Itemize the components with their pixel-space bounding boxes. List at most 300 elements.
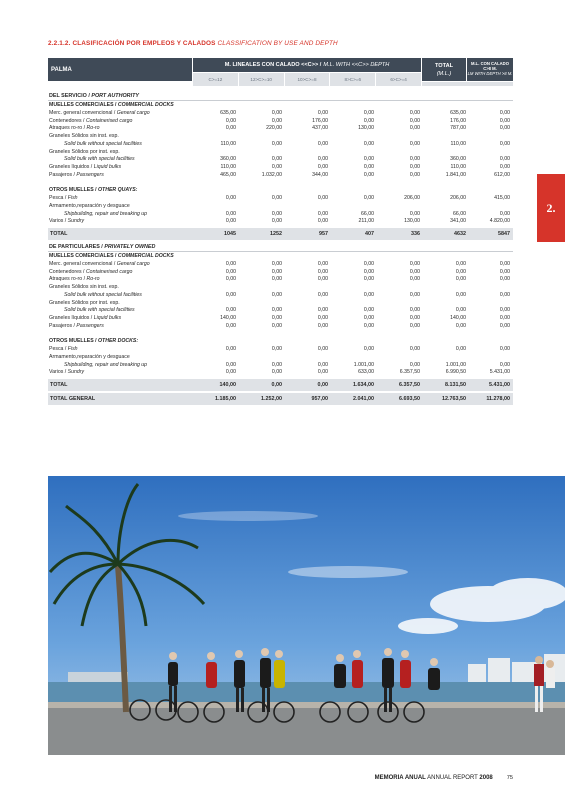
total-value: 1.634,00 xyxy=(353,382,374,388)
cell-value: 0,00 xyxy=(499,268,510,275)
table-row xyxy=(48,369,513,377)
blank-row xyxy=(48,180,513,188)
cell-value: 0,00 xyxy=(225,218,236,225)
cell-value: 0,00 xyxy=(271,322,282,329)
total-value: 4632 xyxy=(454,231,466,237)
cyclists-photo xyxy=(48,476,565,755)
cell-value: 0,00 xyxy=(409,210,420,217)
row-label-es: Merc. general convencional / xyxy=(49,109,116,116)
cell-value: 0,00 xyxy=(271,291,282,298)
total-row-port-authority xyxy=(48,228,513,240)
total-label: TOTAL xyxy=(50,231,68,237)
cell-value: 110,00 xyxy=(220,140,236,147)
row-label-es: Contenedores / xyxy=(49,117,85,124)
cell-value: 140,00 xyxy=(220,315,236,321)
row-label-en: Passengers xyxy=(76,171,104,178)
cell-value: 0,00 xyxy=(271,268,282,275)
cell-value: 0,00 xyxy=(363,307,374,314)
row-label-es: Graneles líquidos / xyxy=(49,315,93,321)
row-label-es: Graneles Sólidos por inst. esp. xyxy=(49,299,120,306)
table-row xyxy=(48,164,513,172)
cell-value: 360,00 xyxy=(450,156,466,163)
cell-value: 0,00 xyxy=(317,369,328,376)
cell-value: 0,00 xyxy=(225,125,236,132)
group-label xyxy=(49,338,138,346)
cell-value: 0,00 xyxy=(499,210,510,217)
row-label xyxy=(49,133,119,141)
row-label-es: Graneles Sólidos sin inst. esp. xyxy=(49,284,119,290)
cell-value: 211,00 xyxy=(358,218,374,225)
cell-value: 0,00 xyxy=(271,218,282,225)
cell-value: 110,00 xyxy=(220,164,236,170)
table-row xyxy=(48,141,513,149)
cell-value: 130,00 xyxy=(358,125,374,132)
row-label xyxy=(49,218,84,226)
group-label-en: COMMERCIAL DOCKS xyxy=(117,102,174,108)
section-heading-es: DE PARTICULARES / xyxy=(49,244,103,250)
cell-value: 0,00 xyxy=(455,276,466,283)
table-row xyxy=(48,261,513,269)
cell-value: 0,00 xyxy=(363,164,374,170)
cell-value: 0,00 xyxy=(363,268,374,275)
row-label-es: Pasajeros / xyxy=(49,171,75,178)
cell-value: 0,00 xyxy=(271,210,282,217)
group-label-en: OTHER DOCKS: xyxy=(98,338,139,345)
cell-value: 0,00 xyxy=(363,140,374,147)
total-value: 0,00 xyxy=(271,382,282,388)
cell-value: 5.431,00 xyxy=(489,369,510,376)
cell-value: 0,00 xyxy=(363,260,374,267)
cell-value: 0,00 xyxy=(225,361,236,368)
cell-value: 4.820,00 xyxy=(489,218,510,225)
table-row xyxy=(48,307,513,315)
group-label xyxy=(49,187,137,195)
cell-value: 0,00 xyxy=(499,346,510,352)
table-row xyxy=(48,156,513,164)
chapter-tab: 2. xyxy=(537,174,565,242)
cell-value: 0,00 xyxy=(317,291,328,298)
cell-value: 66,00 xyxy=(361,210,374,217)
table-row xyxy=(48,133,513,141)
row-label xyxy=(64,141,142,149)
blank-row xyxy=(48,331,513,339)
cell-value: 0,00 xyxy=(271,315,282,321)
photo-illustration xyxy=(48,476,565,755)
row-label-en: Fish xyxy=(67,195,78,201)
cell-value: 0,00 xyxy=(455,260,466,267)
section-port-authority xyxy=(48,91,513,101)
total-label: TOTAL xyxy=(50,382,68,388)
depth-subheaders xyxy=(193,73,421,86)
cell-value: 0,00 xyxy=(225,260,236,267)
cell-value: 0,00 xyxy=(409,164,420,170)
cell-value: 66,00 xyxy=(453,210,466,217)
row-label xyxy=(64,211,147,219)
cell-value: 0,00 xyxy=(409,117,420,124)
section-title: 2.2.1.2. CLASIFICACIÓN POR EMPLEOS Y CALADOS CLASSIFICATION BY USE AND DEPTH xyxy=(48,40,338,47)
group-other-quays xyxy=(48,338,513,346)
cell-value: 0,00 xyxy=(225,346,236,352)
row-label-es: Armamento,reparación y desguace xyxy=(49,353,130,360)
cell-value: 0,00 xyxy=(225,307,236,314)
row-label xyxy=(49,203,130,211)
cell-value: 0,00 xyxy=(409,109,420,116)
cell-value: 0,00 xyxy=(317,276,328,283)
header-depth-over-8: M.L. CON CALADO C>8 M. LM WITH DEPTH >8 M. xyxy=(467,58,513,81)
section-heading-es: DEL SERVICIO / xyxy=(49,93,90,99)
row-label-en: Fish xyxy=(67,346,78,352)
header-total: TOTAL (M.L.) xyxy=(422,58,466,81)
table-row xyxy=(48,195,513,203)
total-value: 1.185,00 xyxy=(215,396,236,402)
cell-value: 0,00 xyxy=(271,307,282,314)
cell-value: 0,00 xyxy=(317,210,328,217)
table-row xyxy=(48,284,513,292)
header-linear-meters: M. LINEALES CON CALADO <<C>> / M.L. WITH <<C>> DEPTH xyxy=(193,58,421,72)
cell-value: 0,00 xyxy=(409,346,420,352)
table-row xyxy=(48,218,513,226)
row-label-en: Solid bulk with special facilities xyxy=(64,156,135,163)
table-body xyxy=(48,91,513,405)
row-label xyxy=(49,369,84,377)
row-label-es: Varios / xyxy=(49,218,67,225)
cell-value: 0,00 xyxy=(271,346,282,352)
cell-value: 0,00 xyxy=(225,322,236,329)
header-palma: PALMA xyxy=(48,58,192,81)
row-label-en: Containerised cargo xyxy=(85,268,133,275)
cell-value: 0,00 xyxy=(499,164,510,170)
row-label-es: Atraques ro-ro / xyxy=(49,276,86,283)
cell-value: 0,00 xyxy=(317,307,328,314)
row-label-es: Atraques ro-ro / xyxy=(49,125,86,132)
total-value: 1045 xyxy=(224,231,236,237)
cell-value: 0,00 xyxy=(499,276,510,283)
cell-value: 0,00 xyxy=(363,346,374,352)
row-label xyxy=(49,354,130,362)
depth-col-3: 8>C>=6 xyxy=(330,73,375,86)
table-row xyxy=(48,211,513,219)
table-row xyxy=(48,323,513,331)
row-label-es: Graneles Sólidos por inst. esp. xyxy=(49,148,120,155)
section-heading-en: PRIVATELY OWNED xyxy=(104,244,156,250)
cell-value: 0,00 xyxy=(271,117,282,124)
row-label xyxy=(49,149,120,157)
cell-value: 0,00 xyxy=(271,260,282,267)
cell-value: 0,00 xyxy=(409,125,420,132)
cell-value: 0,00 xyxy=(363,156,374,163)
cell-value: 220,00 xyxy=(266,125,282,132)
row-label-es: Pesca / xyxy=(49,346,67,352)
cell-value: 633,00 xyxy=(358,369,374,376)
total-value: 12.763,50 xyxy=(442,396,466,402)
row-label-es: Pesca / xyxy=(49,195,67,201)
cell-value: 0,00 xyxy=(409,361,420,368)
cell-value: 0,00 xyxy=(499,361,510,368)
cell-value: 0,00 xyxy=(499,140,510,147)
cell-value: 206,00 xyxy=(404,195,420,201)
row-label-en: Solid bulk without special facilities xyxy=(64,140,142,147)
cell-value: 0,00 xyxy=(409,307,420,314)
cell-value: 1.032,00 xyxy=(261,171,282,178)
row-label-es: Contenedores / xyxy=(49,268,85,275)
row-label xyxy=(49,195,78,203)
cell-value: 0,00 xyxy=(363,322,374,329)
cell-value: 0,00 xyxy=(317,346,328,352)
cell-value: 110,00 xyxy=(450,140,466,147)
group-label-es: OTROS MUELLES / xyxy=(49,187,97,194)
total-general-row xyxy=(48,393,513,405)
group-commercial-docks xyxy=(48,253,513,261)
cell-value: 0,00 xyxy=(499,125,510,132)
cell-value: 635,00 xyxy=(450,109,466,116)
row-label xyxy=(49,172,104,180)
total-value: 2.041,00 xyxy=(353,396,374,402)
cell-value: 787,00 xyxy=(450,125,466,132)
row-label xyxy=(49,125,99,133)
row-label xyxy=(64,292,142,300)
cell-value: 0,00 xyxy=(271,164,282,170)
cell-value: 0,00 xyxy=(409,156,420,163)
cell-value: 0,00 xyxy=(499,307,510,314)
cell-value: 0,00 xyxy=(499,117,510,124)
cell-value: 0,00 xyxy=(499,156,510,163)
table-row xyxy=(48,125,513,133)
cell-value: 1.001,00 xyxy=(445,361,466,368)
cell-value: 344,00 xyxy=(312,171,328,178)
cell-value: 0,00 xyxy=(225,268,236,275)
row-label-es: Graneles líquidos / xyxy=(49,164,93,170)
group-other-quays xyxy=(48,187,513,195)
row-label-en: Solid bulk without special facilities xyxy=(64,291,142,298)
table-row xyxy=(48,269,513,277)
cell-value: 0,00 xyxy=(225,117,236,124)
cell-value: 140,00 xyxy=(450,315,466,321)
row-label-en: General cargo xyxy=(116,109,150,116)
row-label xyxy=(64,156,135,164)
cell-value: 0,00 xyxy=(225,195,236,201)
total-value: 957,00 xyxy=(311,396,328,402)
group-label-en: COMMERCIAL DOCKS xyxy=(117,253,174,259)
cell-value: 0,00 xyxy=(409,140,420,147)
row-label xyxy=(49,269,132,277)
cell-value: 0,00 xyxy=(271,140,282,147)
group-commercial-docks xyxy=(48,102,513,110)
cell-value: 0,00 xyxy=(317,322,328,329)
cell-value: 0,00 xyxy=(225,291,236,298)
row-label-en: Liquid bulks xyxy=(93,164,122,170)
cell-value: 0,00 xyxy=(409,260,420,267)
cell-value: 0,00 xyxy=(225,210,236,217)
cell-value: 0,00 xyxy=(271,276,282,283)
cell-value: 0,00 xyxy=(317,315,328,321)
cell-value: 0,00 xyxy=(499,291,510,298)
cell-value: 0,00 xyxy=(499,315,510,321)
row-label-es: Merc. general convencional / xyxy=(49,260,116,267)
group-label-es: OTROS MUELLES / xyxy=(49,338,97,345)
cell-value: 415,00 xyxy=(494,195,510,201)
row-label-es: Graneles Sólidos sin inst. esp. xyxy=(49,133,119,139)
total-value: 0,00 xyxy=(317,382,328,388)
cell-value: 0,00 xyxy=(455,322,466,329)
cell-value: 0,00 xyxy=(317,156,328,163)
depth-col-4: 6>C>=4 xyxy=(376,73,421,86)
cell-value: 0,00 xyxy=(317,268,328,275)
cell-value: 0,00 xyxy=(409,276,420,283)
total-value: 957 xyxy=(319,231,328,237)
total-value: 5847 xyxy=(498,231,510,237)
cell-value: 0,00 xyxy=(225,369,236,376)
group-label xyxy=(49,253,174,261)
cell-value: 0,00 xyxy=(271,109,282,116)
group-label-en: OTHER QUAYS: xyxy=(98,187,138,194)
depth-table xyxy=(48,58,513,407)
table-row xyxy=(48,362,513,370)
row-label-es: Varios / xyxy=(49,369,67,376)
page-footer: MEMORIA ANUAL ANNUAL REPORT 2008 75 xyxy=(374,775,513,781)
total-label: TOTAL GENERAL xyxy=(50,396,96,402)
cell-value: 0,00 xyxy=(455,346,466,352)
cell-value: 0,00 xyxy=(499,260,510,267)
cell-value: 0,00 xyxy=(499,322,510,329)
cell-value: 635,00 xyxy=(220,109,236,116)
cell-value: 110,00 xyxy=(450,164,466,170)
total-value: 1252 xyxy=(270,231,282,237)
row-label-en: Sundry xyxy=(67,218,85,225)
cell-value: 0,00 xyxy=(455,268,466,275)
cell-value: 0,00 xyxy=(271,361,282,368)
table-row xyxy=(48,292,513,300)
table-row xyxy=(48,346,513,354)
section-heading-en: PORT AUTHORITY xyxy=(91,93,139,99)
total-value: 6.693,50 xyxy=(399,396,420,402)
row-label xyxy=(64,362,147,370)
cell-value: 176,00 xyxy=(312,117,328,124)
cell-value: 0,00 xyxy=(317,218,328,225)
cell-value: 0,00 xyxy=(317,361,328,368)
row-label-en: Shipbuilding, repair and breaking up xyxy=(64,210,148,217)
cell-value: 437,00 xyxy=(312,125,328,132)
total-value: 1.252,00 xyxy=(261,396,282,402)
cell-value: 0,00 xyxy=(363,195,374,201)
cell-value: 0,00 xyxy=(363,291,374,298)
total-value: 407 xyxy=(365,231,374,237)
cell-value: 1.841,00 xyxy=(445,171,466,178)
total-value: 8.131,50 xyxy=(445,382,466,388)
table-row xyxy=(48,354,513,362)
table-header xyxy=(48,58,513,91)
cell-value: 176,00 xyxy=(450,117,466,124)
cell-value: 0,00 xyxy=(409,171,420,178)
section-privately-owned xyxy=(48,242,513,252)
cell-value: 0,00 xyxy=(409,291,420,298)
row-label xyxy=(49,346,78,354)
cell-value: 0,00 xyxy=(317,260,328,267)
cell-value: 341,00 xyxy=(450,218,466,225)
group-label xyxy=(49,102,174,110)
cell-value: 0,00 xyxy=(317,164,328,170)
table-row xyxy=(48,172,513,180)
header-underband xyxy=(422,82,513,86)
cell-value: 0,00 xyxy=(363,109,374,116)
table-row xyxy=(48,300,513,308)
cell-value: 612,00 xyxy=(494,171,510,178)
cell-value: 0,00 xyxy=(271,156,282,163)
group-label-es: MUELLES COMERCIALES / xyxy=(49,253,117,259)
table-row xyxy=(48,276,513,284)
total-value: 5.431,00 xyxy=(489,382,510,388)
cell-value: 0,00 xyxy=(363,276,374,283)
cell-value: 0,00 xyxy=(455,307,466,314)
cell-value: 0,00 xyxy=(363,315,374,321)
table-row xyxy=(48,149,513,157)
cell-value: 0,00 xyxy=(499,109,510,116)
row-label xyxy=(49,118,132,126)
cell-value: 0,00 xyxy=(225,276,236,283)
total-value: 140,00 xyxy=(219,382,236,388)
row-label xyxy=(49,284,119,292)
cell-value: 0,00 xyxy=(317,140,328,147)
cell-value: 0,00 xyxy=(317,195,328,201)
cell-value: 465,00 xyxy=(220,171,236,178)
table-row xyxy=(48,118,513,126)
row-label xyxy=(49,164,121,172)
total-row-privately-owned xyxy=(48,379,513,391)
cell-value: 0,00 xyxy=(455,291,466,298)
row-label xyxy=(49,300,120,308)
depth-col-2: 10>C>=8 xyxy=(285,73,330,86)
row-label-en: Liquid bulks xyxy=(93,315,122,321)
row-label-en: Solid bulk with special facilities xyxy=(64,307,135,314)
cell-value: 0,00 xyxy=(409,268,420,275)
row-label xyxy=(49,323,104,331)
total-value: 6.357,50 xyxy=(399,382,420,388)
cell-value: 0,00 xyxy=(317,109,328,116)
row-label-en: Containerised cargo xyxy=(85,117,133,124)
row-label-es: Armamento,reparación y desguace xyxy=(49,202,130,209)
group-label-es: MUELLES COMERCIALES / xyxy=(49,102,117,108)
cell-value: 0,00 xyxy=(363,171,374,178)
row-label-es: Pasajeros / xyxy=(49,322,75,329)
row-label xyxy=(49,261,150,269)
cell-value: 1.001,00 xyxy=(353,361,374,368)
depth-col-1: 12>C>=10 xyxy=(239,73,284,86)
row-label-en: Passengers xyxy=(76,322,104,329)
cell-value: 6.357,50 xyxy=(399,369,420,376)
cell-value: 206,00 xyxy=(450,195,466,201)
cell-value: 6.990,50 xyxy=(445,369,466,376)
row-label-en: General cargo xyxy=(116,260,150,267)
row-label-en: Sundry xyxy=(67,369,85,376)
cell-value: 0,00 xyxy=(409,315,420,321)
row-label xyxy=(49,110,150,118)
row-label-en: Shipbuilding, repair and breaking up xyxy=(64,361,148,368)
row-label-en: Ro-ro xyxy=(86,125,100,132)
table-row xyxy=(48,110,513,118)
row-label-en: Ro-ro xyxy=(86,276,100,283)
total-value: 336 xyxy=(411,231,420,237)
table-row xyxy=(48,315,513,323)
row-label xyxy=(64,307,135,315)
total-value: 11.278,00 xyxy=(486,396,510,402)
table-row xyxy=(48,203,513,211)
depth-col-0: C>=12 xyxy=(193,73,238,86)
cell-value: 0,00 xyxy=(409,322,420,329)
row-label xyxy=(49,276,99,284)
cell-value: 130,00 xyxy=(404,218,420,225)
cell-value: 0,00 xyxy=(271,195,282,201)
cell-value: 0,00 xyxy=(363,117,374,124)
cell-value: 360,00 xyxy=(220,156,236,163)
